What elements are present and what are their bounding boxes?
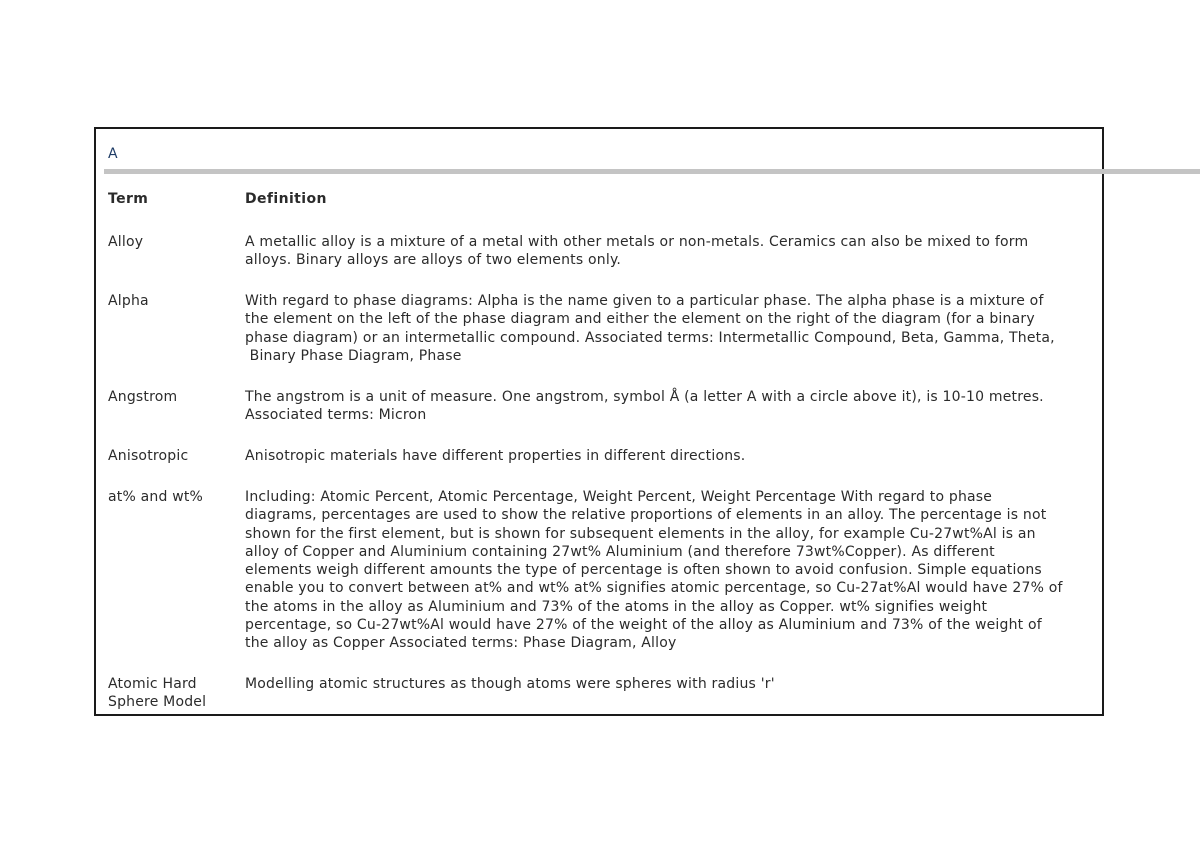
definition-alloy: A metallic alloy is a mixture of a metal with other metals or non-metals. Ceramics can also be mixed to form alloys. Binary alloys are alloys of two elements only.	[245, 234, 1029, 269]
definition-atomic-hard-sphere-model: Modelling atomic structures as though atoms were spheres with radius 'r'	[245, 676, 775, 692]
definition-alpha: With regard to phase diagrams: Alpha is the name given to a particular phase. The alpha phase is a mixture of the element on the left of the phase diagram and either the element on the right of the diagram (for a binary phase diagram) or an intermetallic compound. Associated terms: Intermetallic Compound, Beta, Gamma, Theta, Binary Phase Diagram, Phase	[245, 293, 1055, 364]
term-column-header: Term	[108, 191, 149, 207]
term-anisotropic: Anisotropic	[108, 448, 189, 464]
definition-angstrom: The angstrom is a unit of measure. One angstrom, symbol Å (a letter A with a circle above it), is 10-10 metres. Associated terms: Micron	[245, 389, 1044, 424]
definition-anisotropic: Anisotropic materials have different properties in different directions.	[245, 448, 746, 464]
term-at-and-wt: at% and wt%	[108, 489, 204, 505]
heading-divider	[104, 169, 1200, 174]
definition-at-and-wt: Including: Atomic Percent, Atomic Percentage, Weight Percent, Weight Percentage With regard to phase diagrams, percentages are used to show the relative proportions of elements in an alloy. The percentage is not shown for the first element, but is shown for subsequent elements in the alloy, for example Cu-27wt%Al is an alloy of Copper and Aluminium containing 27wt% Aluminium (and therefore 73wt%Copper). As different elements weigh different amounts the type of percentage is often shown to avoid confusion. Simple equations enable you to convert between at% and wt% at% signifies atomic percentage, so Cu-27at%Al would have 27% of the atoms in the alloy as Aluminium and 73% of the atoms in the alloy as Copper. wt% signifies weight percentage, so Cu-27wt%Al would have 27% of the weight of the alloy as Aluminium and 73% of the weight of the alloy as Copper Associated terms: Phase Diagram, Alloy	[245, 489, 1063, 652]
term-alpha: Alpha	[108, 293, 149, 309]
term-alloy: Alloy	[108, 234, 144, 250]
definition-column-header: Definition	[245, 191, 327, 207]
term-angstrom: Angstrom	[108, 389, 178, 405]
letter-heading: A	[108, 146, 118, 162]
term-atomic-hard-sphere-model: Atomic Hard Sphere Model	[108, 676, 207, 710]
